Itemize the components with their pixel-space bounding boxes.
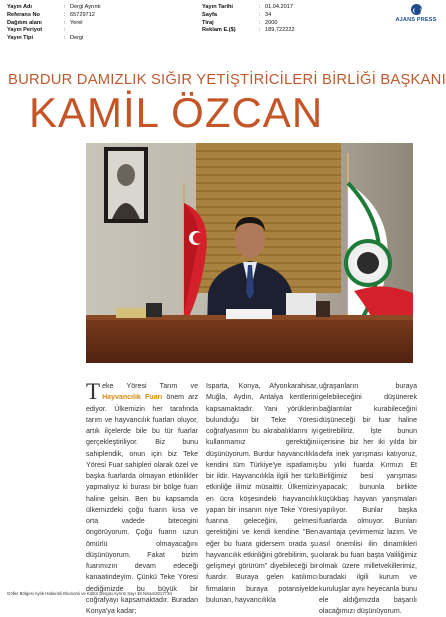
dropcap: T: [86, 379, 101, 404]
meta-row-type: Yayın Tipi : Dergi: [7, 35, 84, 42]
article-title-name: KAMİL ÖZCAN: [29, 89, 324, 136]
fair-name-highlight: Hayvancılık Fuarı: [102, 394, 163, 402]
col1-body-text: önem arz ediyor. Ülkemizin her tarafında tarım ve hayvancılık fuarları oluyor, artık ilçelerde bile bu tür fuarlar gerçekleştiriliyor. Biz bunu sahiplendik, onun için biz Teke Yöresi Fuar sahipleri olarak özel ve başka fuarlarda olmayan etkinlikler yapmalıyız ki burası bir bölge fuarı haline gelsin. Ben bu kapsamda ülkemizdeki çoğu fuarın kısa ve orta vadede bitecegini öngörüyorum. Çoğu fuarın uzun ömürlü olmayacağını düşünüyorum. Fakat bizim fuarımızın devam edeceği kanaatindeyim. Çünkü Teke Yöresi dediğimizde bu büyük bir coğrafyayı kapsamaktadır. Buradan Konya'ya kadar;: [86, 394, 198, 615]
meta-row-period: Yayın Periyot :: [7, 27, 66, 34]
article-column-2: [206, 381, 318, 606]
article-column-1: [86, 381, 198, 617]
ajans-press-logo: AJANS PRESS: [393, 4, 439, 26]
publication-meta-right: [202, 4, 392, 35]
meta-row-date: Yayın Tarihi : 01.04.2017: [202, 4, 293, 10]
article-column-3: [319, 381, 417, 617]
page-footer: Göller Bölgesi Aylık Haberinli Ekonomi ve Kültür Dergisi Ayrıntı Sayı 49 Nisan/2017/ 34: [7, 591, 172, 596]
article-kicker: BURDUR DAMIZLIK SIĞIR YETİŞTİRİCİLERİ BİRLİĞİ BAŞKANI: [8, 72, 446, 88]
meta-row-ad-value: Reklam E.($) : 189,722222: [202, 27, 295, 34]
article-photo: [86, 143, 413, 363]
globe-icon: [411, 4, 422, 15]
meta-row-distribution: Dağıtım alanı : Yerel: [7, 19, 83, 26]
col2-body-text: Isparta, Konya, Afyonkarahisar, Muğla, Aydın, Antalya kentlerini kapsamaktadır. Yani yörüklerin bulunduğu bir Teke Yöresi coğrafyasının bu akrabalıklarını iyi kullanmamız gerektiğini düşünüyorum. Burdur hayvancılıkla kendini tüm Türkiye'ye ispatlamış bir ildir. Hayvancılıkla ilgili her türlü etkinliğe ilimiz müsaittir. Ülkemizin en ücra köşesindeki hayvancılık yapan bir insanın niye Teke Yöresi fuarına geleceğini, gelmesi gerektiğini ve kendi kendine "Ben eğer bu fuara gidersem orada şu hayvancılık etkinliğini görebilirim, şu gelişmeyi görürüm" diyebileceği bir fuardır. Buraya gelen katılımcı firmaların buraya potansiyelde bulunan, hayvancılıkla: [206, 383, 319, 604]
office-portrait-illustration: [86, 143, 413, 363]
publication-meta-left: [7, 4, 197, 43]
col1-lead-text: eke Yöresi Tarım ve: [102, 383, 198, 390]
meta-row-page: Sayfa : 34: [202, 11, 272, 18]
meta-row-reference: Referans No : 65729712: [7, 11, 95, 18]
meta-row-circulation: Tiraj : 2000: [202, 19, 278, 26]
col3-body-text: uğraşanların buraya gelebileceğini düşünerek bağlantılar kurabileceğini düşüneceği bir fuar haline getirebiliriz. İşte bunun içerisine biz her iki yılda bir defa inek yarışması katıyoruz, bu yılki fuarda Kırmızı Et Birliğimiz besi yarışması yapacak; bununla birlikte küçükbaş hayvan yarışmaları yapılıyor. Bunlar başka fuarlarda olmuyor. Bunları avantaja çevirmemiz lazım. Ve asıl önemlisi ilin dinamikleri olarak bu fuarı başta Valiliğimiz olmak üzere milletvekillerimiz, buradaki ilgili kurum ve kuruluşlar aynı heyecanla bunu ele aldığımızda başarılı olacağımızı düşünüyorum.: [319, 383, 417, 615]
meta-row-name: Yayın Adı : Dergi Ayrıntı: [7, 4, 101, 10]
